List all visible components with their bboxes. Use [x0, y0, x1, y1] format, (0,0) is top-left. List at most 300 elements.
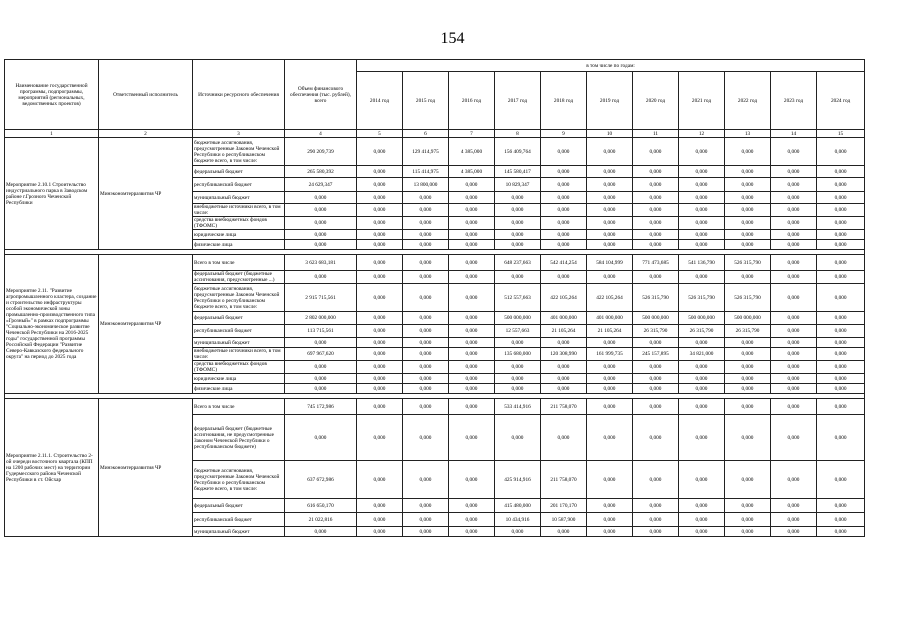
year-amount: 0,000 — [771, 325, 817, 338]
year-amount: 542 414,254 — [541, 255, 587, 271]
year-amount: 0,000 — [495, 230, 541, 240]
header-year: 2023 год — [771, 72, 817, 130]
year-amount: 21 105,264 — [541, 325, 587, 338]
year-amount: 0,000 — [357, 312, 403, 325]
year-amount: 0,000 — [633, 240, 679, 250]
year-amount: 0,000 — [449, 399, 495, 415]
year-amount: 201 170,170 — [541, 499, 587, 513]
year-amount: 0,000 — [771, 399, 817, 415]
total-amount: 2 802 000,000 — [285, 312, 357, 325]
year-amount: 0,000 — [817, 374, 865, 384]
year-amount: 0,000 — [541, 240, 587, 250]
year-amount: 0,000 — [587, 384, 633, 394]
year-amount: 21 105,264 — [587, 325, 633, 338]
year-amount: 533 414,916 — [495, 399, 541, 415]
total-amount: 3 623 683,181 — [285, 255, 357, 271]
year-amount: 0,000 — [403, 527, 449, 537]
year-amount: 0,000 — [771, 178, 817, 192]
year-amount: 0,000 — [357, 240, 403, 250]
year-amount: 425 914,916 — [495, 461, 541, 499]
year-amount: 0,000 — [679, 192, 725, 204]
year-amount: 0,000 — [541, 271, 587, 284]
year-amount: 0,000 — [725, 240, 771, 250]
header-year: 2014 год — [357, 72, 403, 130]
year-amount: 0,000 — [357, 255, 403, 271]
year-amount: 0,000 — [357, 384, 403, 394]
year-amount: 10 587,900 — [541, 513, 587, 527]
year-amount: 0,000 — [403, 312, 449, 325]
year-amount: 0,000 — [771, 204, 817, 217]
year-amount: 0,000 — [771, 461, 817, 499]
header-year: 2016 год — [449, 72, 495, 130]
year-amount: 0,000 — [357, 230, 403, 240]
year-amount: 0,000 — [403, 255, 449, 271]
funding-source: юридические лица — [193, 374, 285, 384]
year-amount: 12 557,663 — [495, 325, 541, 338]
total-amount: 637 672,986 — [285, 461, 357, 499]
year-amount: 0,000 — [679, 374, 725, 384]
year-amount: 0,000 — [587, 240, 633, 250]
year-amount: 0,000 — [357, 361, 403, 374]
header-index-cell: 13 — [725, 130, 771, 138]
year-amount: 0,000 — [771, 217, 817, 230]
year-amount: 0,000 — [495, 374, 541, 384]
year-amount: 26 315,790 — [725, 325, 771, 338]
header-index-cell: 8 — [495, 130, 541, 138]
year-amount: 0,000 — [679, 361, 725, 374]
year-amount: 0,000 — [679, 240, 725, 250]
year-amount: 211 758,070 — [541, 461, 587, 499]
year-amount: 0,000 — [679, 138, 725, 166]
total-amount: 0,000 — [285, 230, 357, 240]
year-amount: 0,000 — [449, 348, 495, 361]
total-amount: 0,000 — [285, 384, 357, 394]
year-amount: 0,000 — [587, 461, 633, 499]
year-amount: 245 157,895 — [633, 348, 679, 361]
total-amount: 290 209,739 — [285, 138, 357, 166]
year-amount: 0,000 — [357, 461, 403, 499]
year-amount: 0,000 — [495, 415, 541, 461]
year-amount: 0,000 — [495, 192, 541, 204]
year-amount: 401 000,000 — [587, 312, 633, 325]
table-row — [5, 399, 865, 415]
header-year: 2020 год — [633, 72, 679, 130]
year-amount: 0,000 — [679, 166, 725, 178]
year-amount: 648 237,663 — [495, 255, 541, 271]
year-amount: 0,000 — [541, 338, 587, 348]
year-amount: 0,000 — [403, 374, 449, 384]
year-amount: 0,000 — [633, 415, 679, 461]
year-amount: 0,000 — [771, 230, 817, 240]
year-amount: 0,000 — [817, 399, 865, 415]
year-amount: 0,000 — [403, 325, 449, 338]
year-amount: 0,000 — [817, 513, 865, 527]
year-amount: 0,000 — [449, 204, 495, 217]
year-amount: 0,000 — [357, 217, 403, 230]
year-amount: 0,000 — [357, 499, 403, 513]
year-amount: 0,000 — [587, 513, 633, 527]
header-index-row — [5, 130, 865, 138]
year-amount: 0,000 — [771, 255, 817, 271]
funding-source: федеральный бюджет — [193, 166, 285, 178]
year-amount: 0,000 — [679, 415, 725, 461]
header-index-cell: 4 — [285, 130, 357, 138]
year-amount: 0,000 — [403, 384, 449, 394]
funding-source: федеральный бюджет (бюджетные ассигнования, предусмотренные ...) — [193, 271, 285, 284]
year-amount: 161 999,735 — [587, 348, 633, 361]
total-amount: 697 967,620 — [285, 348, 357, 361]
year-amount: 0,000 — [817, 230, 865, 240]
funding-source: республиканский бюджет — [193, 325, 285, 338]
year-amount: 0,000 — [725, 204, 771, 217]
year-amount: 0,000 — [817, 338, 865, 348]
year-amount: 0,000 — [587, 527, 633, 537]
year-amount: 0,000 — [403, 271, 449, 284]
funding-source: юридические лица — [193, 230, 285, 240]
year-amount: 4 385,000 — [449, 138, 495, 166]
year-amount: 0,000 — [495, 217, 541, 230]
table-body — [5, 138, 865, 537]
year-amount: 0,000 — [633, 461, 679, 499]
year-amount: 0,000 — [541, 384, 587, 394]
header-source: Источники ресурсного обеспечения — [193, 60, 285, 130]
year-amount: 0,000 — [633, 399, 679, 415]
funding-source: бюджетные ассигнования, предусмотренные Законом Чеченской Республики о республиканском бюджете всего, в том числе: — [193, 284, 285, 312]
header-index-cell: 2 — [99, 130, 193, 138]
year-amount: 0,000 — [817, 348, 865, 361]
year-amount: 0,000 — [725, 513, 771, 527]
year-amount: 0,000 — [771, 192, 817, 204]
year-amount: 0,000 — [495, 240, 541, 250]
year-amount: 0,000 — [449, 374, 495, 384]
year-amount: 0,000 — [403, 338, 449, 348]
activity-name: Мероприятие 2.11. "Развитие агропромышленного кластера, создание и строительство инфраструктуры особой экономической зоны промышленно-производственного типа «Грозный»" в рамках подпрограммы "Социально-экономическое развитие Чеченской Республики на 2016-2025 годы" государственной программы Российской Федерации "Развитие Северо-Кавказского федерального округа" на период до 2025 года — [5, 255, 99, 394]
year-amount: 0,000 — [495, 527, 541, 537]
year-amount: 0,000 — [403, 461, 449, 499]
year-amount: 526 315,790 — [725, 255, 771, 271]
year-amount: 0,000 — [449, 415, 495, 461]
year-amount: 0,000 — [679, 230, 725, 240]
year-amount: 0,000 — [817, 178, 865, 192]
year-amount: 0,000 — [725, 374, 771, 384]
header-index-cell: 7 — [449, 130, 495, 138]
activity-name: Мероприятие 2.10.1 Строительство индустриального парка в Заводском районе г.Грозного Чеченской Республики — [5, 138, 99, 250]
year-amount: 0,000 — [633, 178, 679, 192]
header-index-cell: 9 — [541, 130, 587, 138]
year-amount: 0,000 — [587, 178, 633, 192]
year-amount: 0,000 — [725, 338, 771, 348]
year-amount: 0,000 — [817, 255, 865, 271]
year-amount: 0,000 — [449, 499, 495, 513]
year-amount: 0,000 — [725, 461, 771, 499]
responsible-executor: Минэкономтерразвития ЧР — [99, 399, 193, 537]
funding-source: физические лица — [193, 240, 285, 250]
year-amount: 0,000 — [449, 527, 495, 537]
year-amount: 0,000 — [541, 166, 587, 178]
year-amount: 0,000 — [541, 527, 587, 537]
year-amount: 0,000 — [495, 361, 541, 374]
year-amount: 0,000 — [495, 384, 541, 394]
year-amount: 0,000 — [817, 138, 865, 166]
year-amount: 0,000 — [587, 399, 633, 415]
header-year: 2024 год — [817, 72, 865, 130]
page-number: 154 — [440, 30, 465, 47]
year-amount: 0,000 — [679, 513, 725, 527]
year-amount: 13 800,000 — [403, 178, 449, 192]
year-amount: 10 434,916 — [495, 513, 541, 527]
year-amount: 0,000 — [771, 499, 817, 513]
year-amount: 211 758,070 — [541, 399, 587, 415]
year-amount: 0,000 — [357, 527, 403, 537]
header-index-cell: 12 — [679, 130, 725, 138]
year-amount: 4 385,000 — [449, 166, 495, 178]
year-amount: 0,000 — [771, 415, 817, 461]
year-amount: 0,000 — [403, 513, 449, 527]
year-amount: 0,000 — [449, 255, 495, 271]
year-amount: 0,000 — [449, 384, 495, 394]
year-amount: 0,000 — [449, 361, 495, 374]
total-amount: 2 915 715,561 — [285, 284, 357, 312]
year-amount: 156 409,764 — [495, 138, 541, 166]
year-amount: 0,000 — [817, 384, 865, 394]
year-amount: 401 000,000 — [541, 312, 587, 325]
funding-source: федеральный бюджет — [193, 499, 285, 513]
year-amount: 0,000 — [679, 461, 725, 499]
year-amount: 0,000 — [679, 499, 725, 513]
year-amount: 0,000 — [357, 325, 403, 338]
funding-source: физические лица — [193, 384, 285, 394]
funding-source: федеральный бюджет — [193, 312, 285, 325]
year-amount: 0,000 — [771, 284, 817, 312]
total-amount: 0,000 — [285, 415, 357, 461]
year-amount: 0,000 — [495, 204, 541, 217]
year-amount: 422 105,264 — [541, 284, 587, 312]
year-amount: 0,000 — [633, 192, 679, 204]
header-index-cell: 15 — [817, 130, 865, 138]
year-amount: 526 315,790 — [633, 284, 679, 312]
funding-source: внебюджетные источники всего, в том числе: — [193, 204, 285, 217]
year-amount: 415 480,000 — [495, 499, 541, 513]
year-amount: 0,000 — [357, 138, 403, 166]
year-amount: 0,000 — [725, 415, 771, 461]
year-amount: 0,000 — [587, 230, 633, 240]
year-amount: 0,000 — [679, 217, 725, 230]
funding-source: средства внебюджетных фондов (ТФОМС) — [193, 217, 285, 230]
header-index-cell: 6 — [403, 130, 449, 138]
year-amount: 0,000 — [817, 415, 865, 461]
year-amount: 0,000 — [725, 499, 771, 513]
year-amount: 0,000 — [817, 461, 865, 499]
header-index-cell: 10 — [587, 130, 633, 138]
year-amount: 0,000 — [449, 338, 495, 348]
funding-source: средства внебюджетных фондов (ТФОМС) — [193, 361, 285, 374]
header-year: 2022 год — [725, 72, 771, 130]
total-amount: 0,000 — [285, 338, 357, 348]
year-amount: 0,000 — [817, 240, 865, 250]
year-amount: 0,000 — [725, 178, 771, 192]
year-amount: 0,000 — [633, 230, 679, 240]
year-amount: 500 000,000 — [495, 312, 541, 325]
year-amount: 0,000 — [587, 204, 633, 217]
year-amount: 26 315,790 — [633, 325, 679, 338]
year-amount: 0,000 — [495, 338, 541, 348]
year-amount: 135 680,000 — [495, 348, 541, 361]
budget-table — [4, 59, 865, 537]
header-year: 2017 год — [495, 72, 541, 130]
year-amount: 0,000 — [587, 166, 633, 178]
total-amount: 616 650,170 — [285, 499, 357, 513]
year-amount: 0,000 — [449, 217, 495, 230]
year-amount: 541 136,790 — [679, 255, 725, 271]
year-amount: 0,000 — [725, 138, 771, 166]
year-amount: 0,000 — [679, 384, 725, 394]
year-amount: 0,000 — [725, 230, 771, 240]
year-amount: 0,000 — [357, 166, 403, 178]
header-executor: Ответственный исполнитель — [99, 60, 193, 130]
year-amount: 0,000 — [357, 513, 403, 527]
year-amount: 500 000,000 — [679, 312, 725, 325]
funding-source: Всего в том числе — [193, 399, 285, 415]
year-amount: 0,000 — [817, 527, 865, 537]
funding-source: бюджетные ассигнования, предусмотренные Законом Чеченской Республики о республиканском бюджете всего, в том числе: — [193, 138, 285, 166]
responsible-executor: Минэкономтерразвития ЧР — [99, 255, 193, 394]
total-amount: 113 715,561 — [285, 325, 357, 338]
year-amount: 500 000,000 — [725, 312, 771, 325]
year-amount: 129 414,975 — [403, 138, 449, 166]
funding-source: муниципальный бюджет — [193, 192, 285, 204]
year-amount: 0,000 — [817, 361, 865, 374]
total-amount: 0,000 — [285, 192, 357, 204]
header-year: 2018 год — [541, 72, 587, 130]
year-amount: 0,000 — [357, 204, 403, 217]
year-amount: 0,000 — [771, 312, 817, 325]
year-amount: 0,000 — [587, 361, 633, 374]
header-total: Объем финансового обеспечения (тыс. рублей), всего — [285, 60, 357, 130]
year-amount: 0,000 — [449, 284, 495, 312]
year-amount: 0,000 — [679, 271, 725, 284]
year-amount: 0,000 — [587, 138, 633, 166]
year-amount: 0,000 — [725, 384, 771, 394]
year-amount: 10 829,347 — [495, 178, 541, 192]
funding-source: федеральный бюджет (бюджетные ассигнования, не предусмотренные Законом Чеченской Республики о республиканском бюджете) — [193, 415, 285, 461]
year-amount: 0,000 — [633, 138, 679, 166]
total-amount: 265 580,392 — [285, 166, 357, 178]
year-amount: 0,000 — [403, 230, 449, 240]
year-amount: 0,000 — [817, 192, 865, 204]
year-amount: 0,000 — [817, 204, 865, 217]
year-amount: 0,000 — [771, 240, 817, 250]
year-amount: 0,000 — [403, 399, 449, 415]
year-amount: 0,000 — [633, 361, 679, 374]
year-amount: 0,000 — [403, 348, 449, 361]
year-amount: 526 315,790 — [725, 284, 771, 312]
year-amount: 0,000 — [817, 499, 865, 513]
year-amount: 0,000 — [725, 361, 771, 374]
total-amount: 0,000 — [285, 217, 357, 230]
year-amount: 0,000 — [771, 374, 817, 384]
year-amount: 0,000 — [495, 271, 541, 284]
year-amount: 0,000 — [587, 415, 633, 461]
year-amount: 0,000 — [679, 178, 725, 192]
year-amount: 0,000 — [403, 192, 449, 204]
year-amount: 120 308,990 — [541, 348, 587, 361]
total-amount: 0,000 — [285, 361, 357, 374]
year-amount: 0,000 — [357, 192, 403, 204]
header-index-cell: 3 — [193, 130, 285, 138]
year-amount: 0,000 — [541, 138, 587, 166]
year-amount: 0,000 — [679, 338, 725, 348]
year-amount: 0,000 — [403, 415, 449, 461]
table-row — [5, 138, 865, 166]
year-amount: 0,000 — [449, 192, 495, 204]
year-amount: 0,000 — [725, 166, 771, 178]
year-amount: 0,000 — [817, 284, 865, 312]
year-amount: 0,000 — [771, 527, 817, 537]
total-amount: 0,000 — [285, 374, 357, 384]
year-amount: 584 104,999 — [587, 255, 633, 271]
header-index-cell: 1 — [5, 130, 99, 138]
header-year: 2019 год — [587, 72, 633, 130]
year-amount: 0,000 — [633, 166, 679, 178]
year-amount: 0,000 — [725, 527, 771, 537]
year-amount: 0,000 — [357, 284, 403, 312]
year-amount: 0,000 — [725, 399, 771, 415]
year-amount: 0,000 — [587, 374, 633, 384]
year-amount: 0,000 — [357, 415, 403, 461]
header-index-cell: 5 — [357, 130, 403, 138]
funding-source: Всего в том числе — [193, 255, 285, 271]
funding-source: республиканский бюджет — [193, 178, 285, 192]
year-amount: 0,000 — [633, 374, 679, 384]
header-year: 2015 год — [403, 72, 449, 130]
year-amount: 422 105,264 — [587, 284, 633, 312]
year-amount: 0,000 — [449, 325, 495, 338]
year-amount: 0,000 — [357, 348, 403, 361]
year-amount: 0,000 — [587, 217, 633, 230]
year-amount: 0,000 — [587, 499, 633, 513]
year-amount: 0,000 — [771, 338, 817, 348]
year-amount: 0,000 — [817, 312, 865, 325]
year-amount: 0,000 — [357, 399, 403, 415]
year-amount: 0,000 — [357, 178, 403, 192]
year-amount: 0,000 — [403, 204, 449, 217]
year-amount: 0,000 — [541, 178, 587, 192]
total-amount: 745 172,986 — [285, 399, 357, 415]
funding-source: республиканский бюджет — [193, 513, 285, 527]
year-amount: 0,000 — [403, 284, 449, 312]
header-index-cell: 11 — [633, 130, 679, 138]
year-amount: 0,000 — [541, 374, 587, 384]
year-amount: 0,000 — [633, 499, 679, 513]
year-amount: 0,000 — [817, 325, 865, 338]
year-amount: 0,000 — [403, 499, 449, 513]
responsible-executor: Минэкономтерразвития ЧР — [99, 138, 193, 250]
year-amount: 0,000 — [449, 178, 495, 192]
year-amount: 0,000 — [449, 271, 495, 284]
total-amount: 24 629,347 — [285, 178, 357, 192]
year-amount: 0,000 — [357, 338, 403, 348]
total-amount: 0,000 — [285, 204, 357, 217]
year-amount: 500 000,000 — [633, 312, 679, 325]
year-amount: 0,000 — [679, 527, 725, 537]
year-amount: 0,000 — [725, 217, 771, 230]
year-amount: 0,000 — [771, 348, 817, 361]
year-amount: 0,000 — [771, 513, 817, 527]
year-amount: 0,000 — [633, 513, 679, 527]
funding-source: муниципальный бюджет — [193, 338, 285, 348]
year-amount: 0,000 — [587, 271, 633, 284]
year-amount: 145 580,417 — [495, 166, 541, 178]
